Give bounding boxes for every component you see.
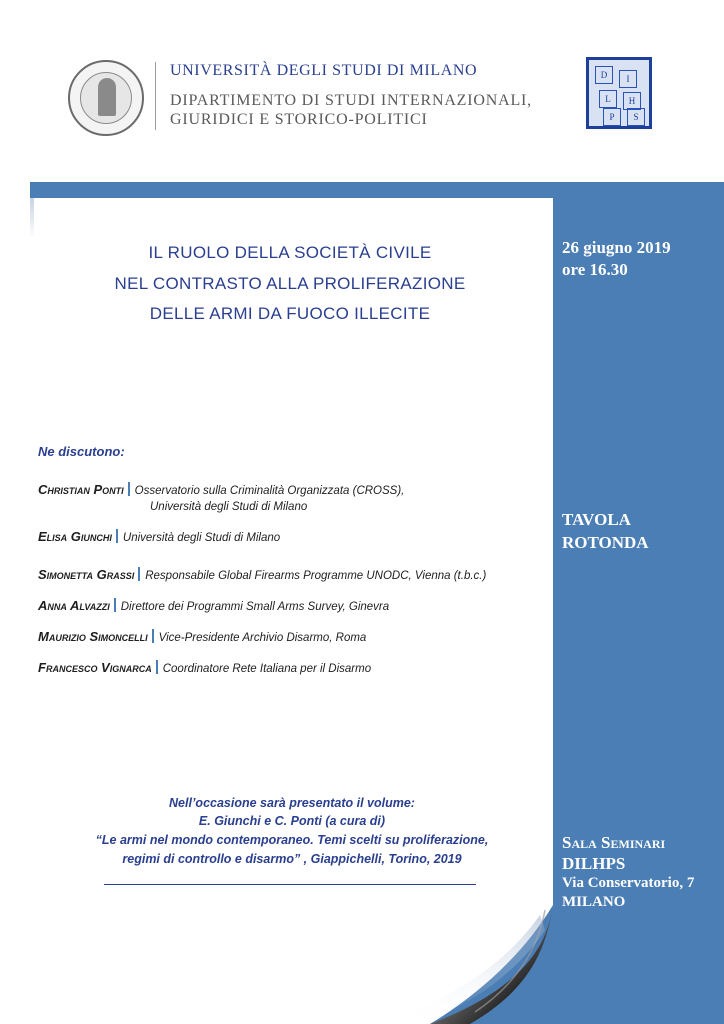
speaker-affiliation: Responsabile Global Firearms Programme UNODC, Vienna (t.b.c.) <box>145 570 487 582</box>
speaker-name: Simonetta Grassi <box>38 567 135 582</box>
dilhps-puzzle-logo <box>586 57 652 129</box>
event-time: ore 16.30 <box>562 260 628 279</box>
header <box>0 0 724 180</box>
speaker-row <box>38 482 404 497</box>
seal-figure <box>98 78 116 116</box>
event-date: 26 giugno 2019 <box>562 238 671 257</box>
speaker-separator <box>152 629 154 643</box>
speaker-affiliation: Coordinatore Rete Italiana per il Disarmo <box>162 663 372 675</box>
speaker-name: Elisa Giunchi <box>38 529 112 544</box>
page-edge-shadow <box>30 198 34 238</box>
book-underline-divider <box>104 884 476 885</box>
logo-piece: I <box>619 70 637 88</box>
book-intro: Nell’occasione sarà presentato il volume: <box>169 796 415 810</box>
speaker-name: Maurizio Simoncelli <box>38 629 148 644</box>
speaker-row <box>38 629 366 644</box>
event-type-line2: ROTONDA <box>562 533 649 552</box>
logo-piece: L <box>599 90 617 108</box>
event-title-line1: IL RUOLO DELLA SOCIETÀ CIVILE <box>148 243 432 262</box>
speaker-row <box>38 529 280 544</box>
speaker-affiliation: Osservatorio sulla Criminalità Organizzata (CROSS), <box>134 485 405 497</box>
speaker-affiliation-line2: Università degli Studi di Milano <box>150 501 308 513</box>
venue-department: DILHPS <box>562 854 626 873</box>
speaker-separator <box>128 482 130 496</box>
logo-piece: P <box>603 108 621 126</box>
event-type-line1: TAVOLA <box>562 510 631 529</box>
venue-address: Via Conservatorio, 7 <box>562 875 695 891</box>
event-title-line2: NEL CONTRASTO ALLA PROLIFERAZIONE <box>114 274 466 293</box>
university-seal-logo <box>68 60 144 136</box>
department-name-line2: GIURIDICI E STORICO-POLITICI <box>170 111 428 128</box>
book-title-line2: regimi di controllo e disarmo” , Giappichelli, Torino, 2019 <box>122 852 462 866</box>
speaker-separator <box>156 660 158 674</box>
logo-piece: D <box>595 66 613 84</box>
speaker-name: Anna Alvazzi <box>38 598 110 613</box>
speaker-row <box>38 598 389 613</box>
speaker-affiliation: Università degli Studi di Milano <box>122 532 281 544</box>
logo-piece: H <box>623 92 641 110</box>
speaker-name: Christian Ponti <box>38 482 124 497</box>
speaker-separator <box>114 598 116 612</box>
event-title-line3: DELLE ARMI DA FUOCO ILLECITE <box>149 304 431 323</box>
header-divider <box>155 62 156 130</box>
speaker-affiliation: Vice-Presidente Archivio Disarmo, Roma <box>158 632 367 644</box>
speaker-row <box>38 567 486 582</box>
venue-name: Sala Seminari <box>562 833 666 852</box>
speaker-row <box>38 660 371 675</box>
university-name: UNIVERSITÀ DEGLI STUDI DI MILANO <box>170 62 478 79</box>
speaker-name: Francesco Vignarca <box>38 660 152 675</box>
speaker-separator <box>116 529 118 543</box>
speaker-separator <box>138 567 140 581</box>
speaker-affiliation: Direttore dei Programmi Small Arms Survey, Ginevra <box>120 601 390 613</box>
venue-city: MILANO <box>562 894 626 910</box>
book-editors: E. Giunchi e C. Ponti (a cura di) <box>198 814 386 828</box>
department-name-line1: DIPARTIMENTO DI STUDI INTERNAZIONALI, <box>170 92 532 109</box>
book-title-line1: “Le armi nel mondo contemporaneo. Temi scelti su proliferazione, <box>95 833 489 847</box>
logo-piece: S <box>627 108 645 126</box>
discussants-intro: Ne discutono: <box>38 444 125 459</box>
